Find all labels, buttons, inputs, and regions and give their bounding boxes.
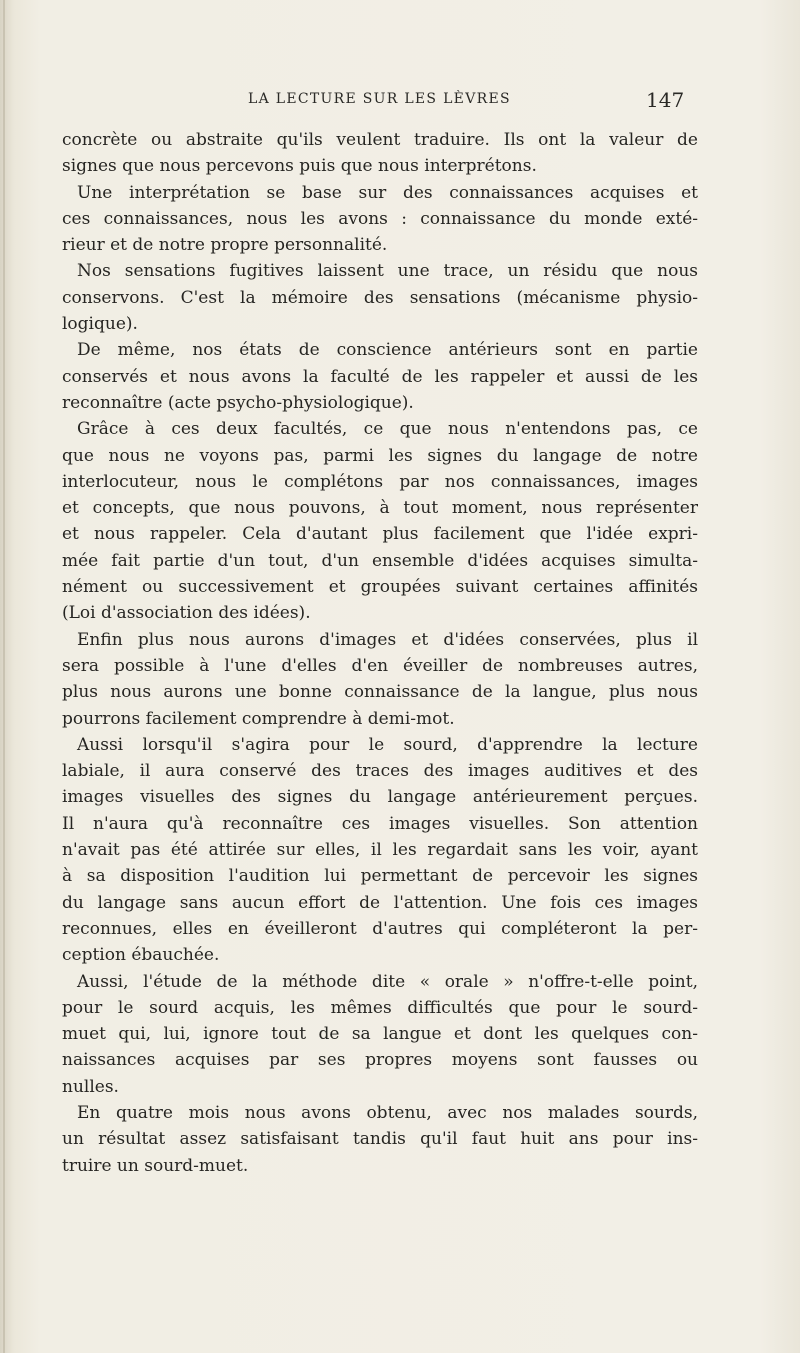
text-line: concrète ou abstraite qu'ils veulent traduire. Ils ont la valeur de [62,130,698,150]
text-line: nément ou successivement et groupées suivant certaines affinités [62,577,698,598]
text-line: Enfin plus nous aurons d'images et d'idées conservées, plus il [77,629,698,650]
text-line: n'avait pas été attirée sur elles, il les regardait sans les voir, ayant [62,840,698,861]
text-line: images visuelles des signes du langage antérieurement perçues. [62,787,698,808]
text-line: Grâce à ces deux facultés, ce que nous n'entendons pas, ce [77,419,698,440]
text-line: mée fait partie d'un tout, d'un ensemble d'idées acquises simulta- [62,550,698,571]
text-line: ces connaissances, nous les avons : connaissance du monde exté- [62,208,698,229]
text-line: Il n'aura qu'à reconnaître ces images visuelles. Son attention [62,813,698,834]
text-line: un résultat assez satisfaisant tandis qu'il faut huit ans pour ins- [62,1129,698,1150]
text-line: et concepts, que nous pouvons, à tout moment, nous représenter [62,498,698,519]
text-line: muet qui, lui, ignore tout de sa langue et dont les quelques con- [62,1024,698,1045]
text-line: (Loi d'association des idées). [62,603,311,624]
page-header [0,88,800,114]
text-line: nulles. [62,1076,119,1097]
text-line: pour le sourd acquis, les mêmes difficultés que pour le sourd- [62,997,698,1018]
text-line: ception ébauchée. [62,945,220,966]
text-line: conservés et nous avons la faculté de les rappeler et aussi de les [62,366,698,387]
text-line: Aussi, l'étude de la méthode dite « orale » n'offre-t-elle point, [77,971,698,992]
text-line: plus nous aurons une bonne connaissance de la langue, plus nous [62,682,698,703]
text-line: Nos sensations fugitives laissent une trace, un résidu que nous [77,261,698,282]
text-line: pourrons facilement comprendre à demi-mot. [62,708,455,729]
text-line: truire un sourd-muet. [62,1155,249,1176]
text-line: rieur et de notre propre personnalité. [62,235,388,256]
text-line: conservons. C'est la mémoire des sensations (mécanisme physio- [62,287,698,308]
text-line: Aussi lorsqu'il s'agira pour le sourd, d'apprendre la lecture [77,734,698,755]
page-edge-shadow [3,0,5,1353]
page-number: 147 [646,88,685,112]
text-line: sera possible à l'une d'elles d'en éveiller de nombreuses autres, [62,655,698,676]
running-title: LA LECTURE SUR LES LÈVRES [248,91,511,107]
text-line: naissances acquises par ses propres moyens sont fausses ou [62,1050,698,1071]
text-line: logique). [62,314,138,335]
text-line: signes que nous percevons puis que nous interprétons. [62,156,537,177]
text-line: du langage sans aucun effort de l'attention. Une fois ces images [62,892,698,913]
text-line: et nous rappeler. Cela d'autant plus facilement que l'idée expri- [62,524,698,545]
text-line: que nous ne voyons pas, parmi les signes du langage de notre [62,445,698,466]
text-line: reconnues, elles en éveilleront d'autres qui compléteront la per- [62,918,698,939]
body-text [62,127,698,1179]
text-line: En quatre mois nous avons obtenu, avec nos malades sourds, [77,1102,698,1123]
text-line: reconnaître (acte psycho-physiologique). [62,392,414,413]
text-line: De même, nos états de conscience antérieurs sont en partie [77,340,698,361]
text-line: à sa disposition l'audition lui permettant de percevoir les signes [62,866,698,887]
text-line: interlocuteur, nous le complétons par nos connaissances, images [62,471,698,492]
text-line: Une interprétation se base sur des connaissances acquises et [77,182,698,203]
text-line: labiale, il aura conservé des traces des images auditives et des [62,761,698,782]
